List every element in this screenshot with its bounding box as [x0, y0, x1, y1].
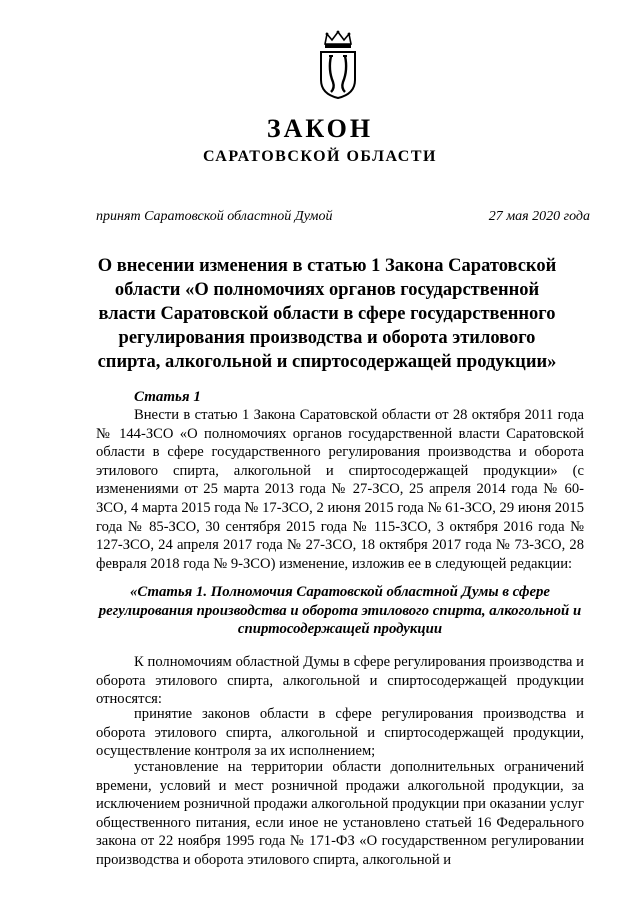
document-title: О внесении изменения в статью 1 Закона Саратовской области «О полномочиях органов государственной власти Саратовской области в сфере государственного регулирования производства и оборота этилового спирта, алкогольной и спиртосодержащей продукции»	[97, 256, 557, 372]
body-paragraph: установление на территории области дополнительных ограничений времени, условий и мест розничной продажи алкогольной продукции, за исключением розничной продажи алкогольной продукции при оказании услуг общественного питания, если иное не установлено статьей 16 Федерального закона от 22 ноября 1995 года № 171-ФЗ «О государственном регулировании производства и оборота этилового спирта, алкогольной и	[96, 759, 584, 868]
coat-of-arms-graphic	[317, 30, 359, 100]
adopted-date: 27 мая 2020 года	[488, 209, 590, 224]
law-title: ЗАКОН	[266, 114, 374, 143]
adopted-by-text: принят Саратовской областной Думой	[96, 209, 333, 224]
body-paragraph: принятие законов области в сфере регулирования производства и оборота этилового спирта, алкогольной и спиртосодержащей продукции, осуществление контроля за их исполнением;	[96, 706, 584, 760]
quoted-article-heading: «Статья 1. Полномочия Саратовской областной Думы в сфере регулирования производства и оборота этилового спирта, алкогольной и спиртосодержащей продукции	[98, 584, 582, 637]
article-intro-paragraph: Внести в статью 1 Закона Саратовской области от 28 октября 2011 года № 144-ЗСО «О полномочиях органов государственной власти Саратовской области в сфере государственного регулирования производства и оборота этилового спирта, алкогольной и спиртосодержащей продукции» (с изменениями от 25 марта 2013 года № 27-ЗСО, 25 апреля 2014 года № 60-ЗСО, 4 марта 2015 года № 17-ЗСО, 2 июня 2015 года № 61-ЗСО, 29 июня 2015 года № 85-ЗСО, 30 сентября 2015 года № 115-ЗСО, 3 октября 2016 года № 127-ЗСО, 24 апреля 2017 года № 27-ЗСО, 18 октября 2017 года № 73-ЗСО, 28 февраля 2018 года № 9-ЗСО) изменение, изложив ее в следующей редакции:	[96, 407, 584, 572]
body-paragraph: К полномочиям областной Думы в сфере регулирования производства и оборота этилового спирта, алкогольной и спиртосодержащей продукции относятся:	[96, 654, 584, 708]
article-heading: Статья 1	[134, 389, 201, 405]
law-region-subtitle: САРАТОВСКОЙ ОБЛАСТИ	[203, 148, 437, 165]
coat-of-arms-icon	[317, 30, 359, 100]
